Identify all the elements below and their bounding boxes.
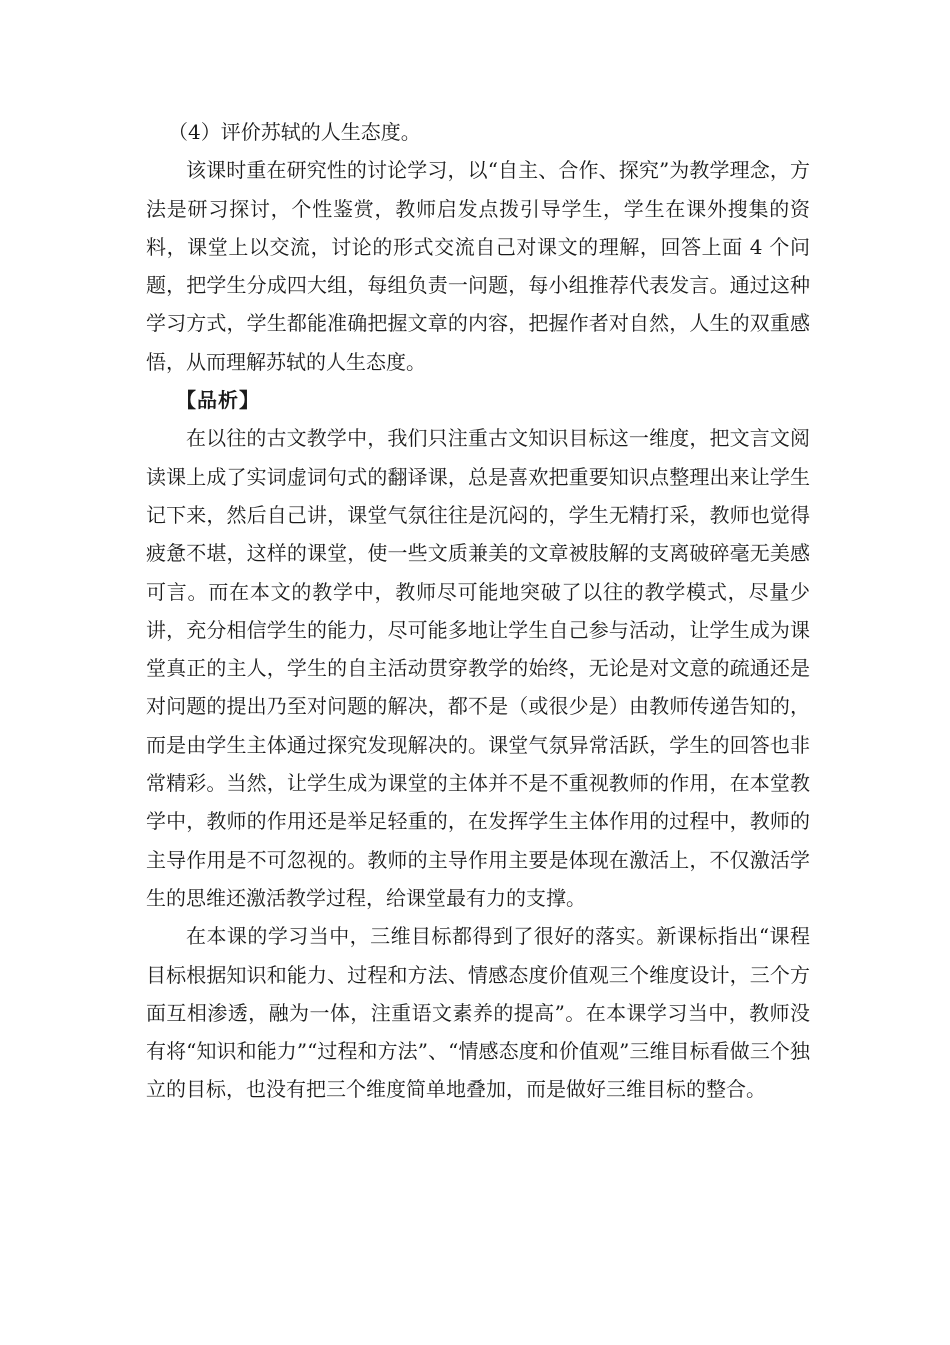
paragraph-three-dimensional-goals: 在本课的学习当中，三维目标都得到了很好的落实。新课标指出“课程目标根据知识和能力、过程和方法、情感态度价值观三个维度设计，三个方面互相渗透，融为一体，注重语文素养的提高”。在本课学习当中，教师没有将“知识和能力”“过程和方法”、“情感态度和价值观”三维目标看做三个独立的目标，也没有把三个维度简单地叠加，而是做好三维目标的整合。	[146, 924, 810, 1102]
paragraph-analysis: 在以往的古文教学中，我们只注重古文知识目标这一维度，把文言文阅读课上成了实词虚词句式的翻译课，总是喜欢把重要知识点整理出来让学生记下来，然后自己讲，课堂气氛往往是沉闷的，学生无精打采，教师也觉得疲惫不堪，这样的课堂，使一些文质兼美的文章被肢解的支离破碎毫无美感可言。而在本文的教学中，教师尽可能地突破了以往的教学模式，尽量少讲，充分相信学生的能力，尽可能多地让学生自己参与活动，让学生成为课堂真正的主人，学生的自主活动贯穿教学的始终，无论是对文意的疏通还是对问题的提出乃至对问题的解决，都不是（或很少是）由教师传递告知的，而是由学生主体通过探究发现解决的。课堂气氛异常活跃，学生的回答也非常精彩。当然，让学生成为课堂的主体并不是不重视教师的作用，在本堂教学中，教师的作用还是举足轻重的，在发挥学生主体作用的过程中，教师的主导作用是不可忽视的。教师的主导作用主要是体现在激活上，不仅激活学生的思维还激活教学过程，给课堂最有力的支撑。	[146, 426, 810, 910]
list-item-4: （4）评价苏轼的人生态度。	[168, 120, 421, 144]
document-body	[146, 113, 810, 1109]
section-heading-analysis: 【品析】	[176, 388, 260, 413]
paragraph-teaching-method: 该课时重在研究性的讨论学习，以“自主、合作、探究”为教学理念，方法是研习探讨，个性鉴赏，教师启发点拨引导学生，学生在课外搜集的资料，课堂上以交流，讨论的形式交流自己对课文的理解，回答上面 4 个问题，把学生分成四大组，每组负责一问题，每小组推荐代表发言。通过这种学习方式，学生都能准确把握文章的内容，把握作者对自然，人生的双重感悟，从而理解苏轼的人生态度。	[146, 158, 810, 374]
